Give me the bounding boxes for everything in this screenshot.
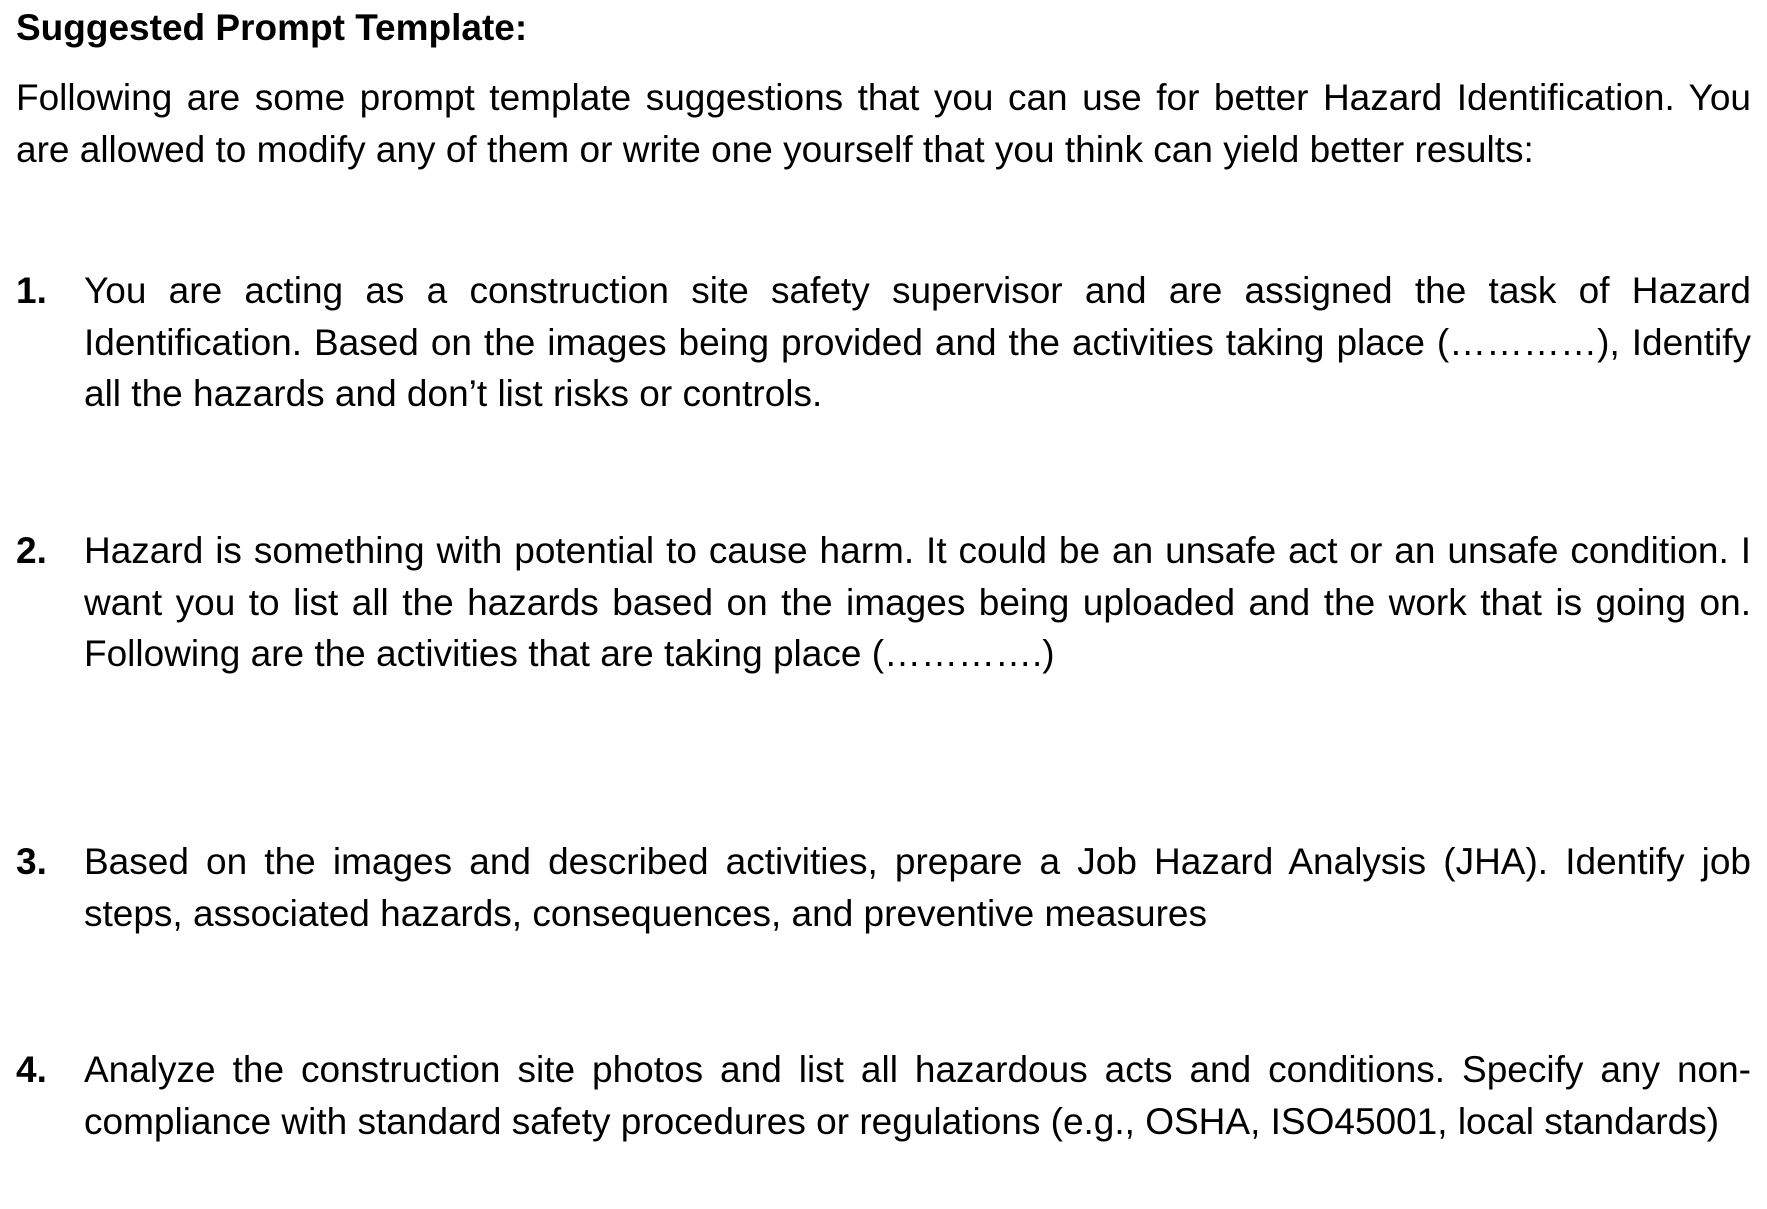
page-title: Suggested Prompt Template: bbox=[16, 7, 528, 48]
list-item-number: 1. bbox=[16, 270, 47, 311]
intro-paragraph: Following are some prompt template suggestions that you can use for better Hazard Identification. You are allowed to modify any of them or write one yourself that you think can yield better results: bbox=[16, 77, 1751, 170]
list-item bbox=[16, 1044, 1751, 1147]
list-item-number: 2. bbox=[16, 530, 47, 571]
list-item-number: 3. bbox=[16, 841, 47, 882]
list-item-number: 4. bbox=[16, 1049, 47, 1090]
list-item-text: You are acting as a construction site safety supervisor and are assigned the task of Hazard Identification. Based on the images being provided and the activities taking place (…………), Identify all the hazards and don’t list risks or controls. bbox=[84, 270, 1751, 414]
list-item bbox=[16, 265, 1751, 420]
list-item-text: Hazard is something with potential to cause harm. It could be an unsafe act or an unsafe condition. I want you to list all the hazards based on the images being uploaded and the work that is going on. Following are the activities that are taking place (………….) bbox=[84, 530, 1751, 674]
list-item bbox=[16, 836, 1751, 939]
list-item-text: Analyze the construction site photos and list all hazardous acts and conditions. Specify any non-compliance with standard safety procedures or regulations (e.g., OSHA, ISO45001, local standards) bbox=[84, 1049, 1751, 1142]
list-item bbox=[16, 525, 1751, 680]
list-item-text: Based on the images and described activities, prepare a Job Hazard Analysis (JHA). Identify job steps, associated hazards, consequences, and preventive measures bbox=[84, 841, 1751, 934]
